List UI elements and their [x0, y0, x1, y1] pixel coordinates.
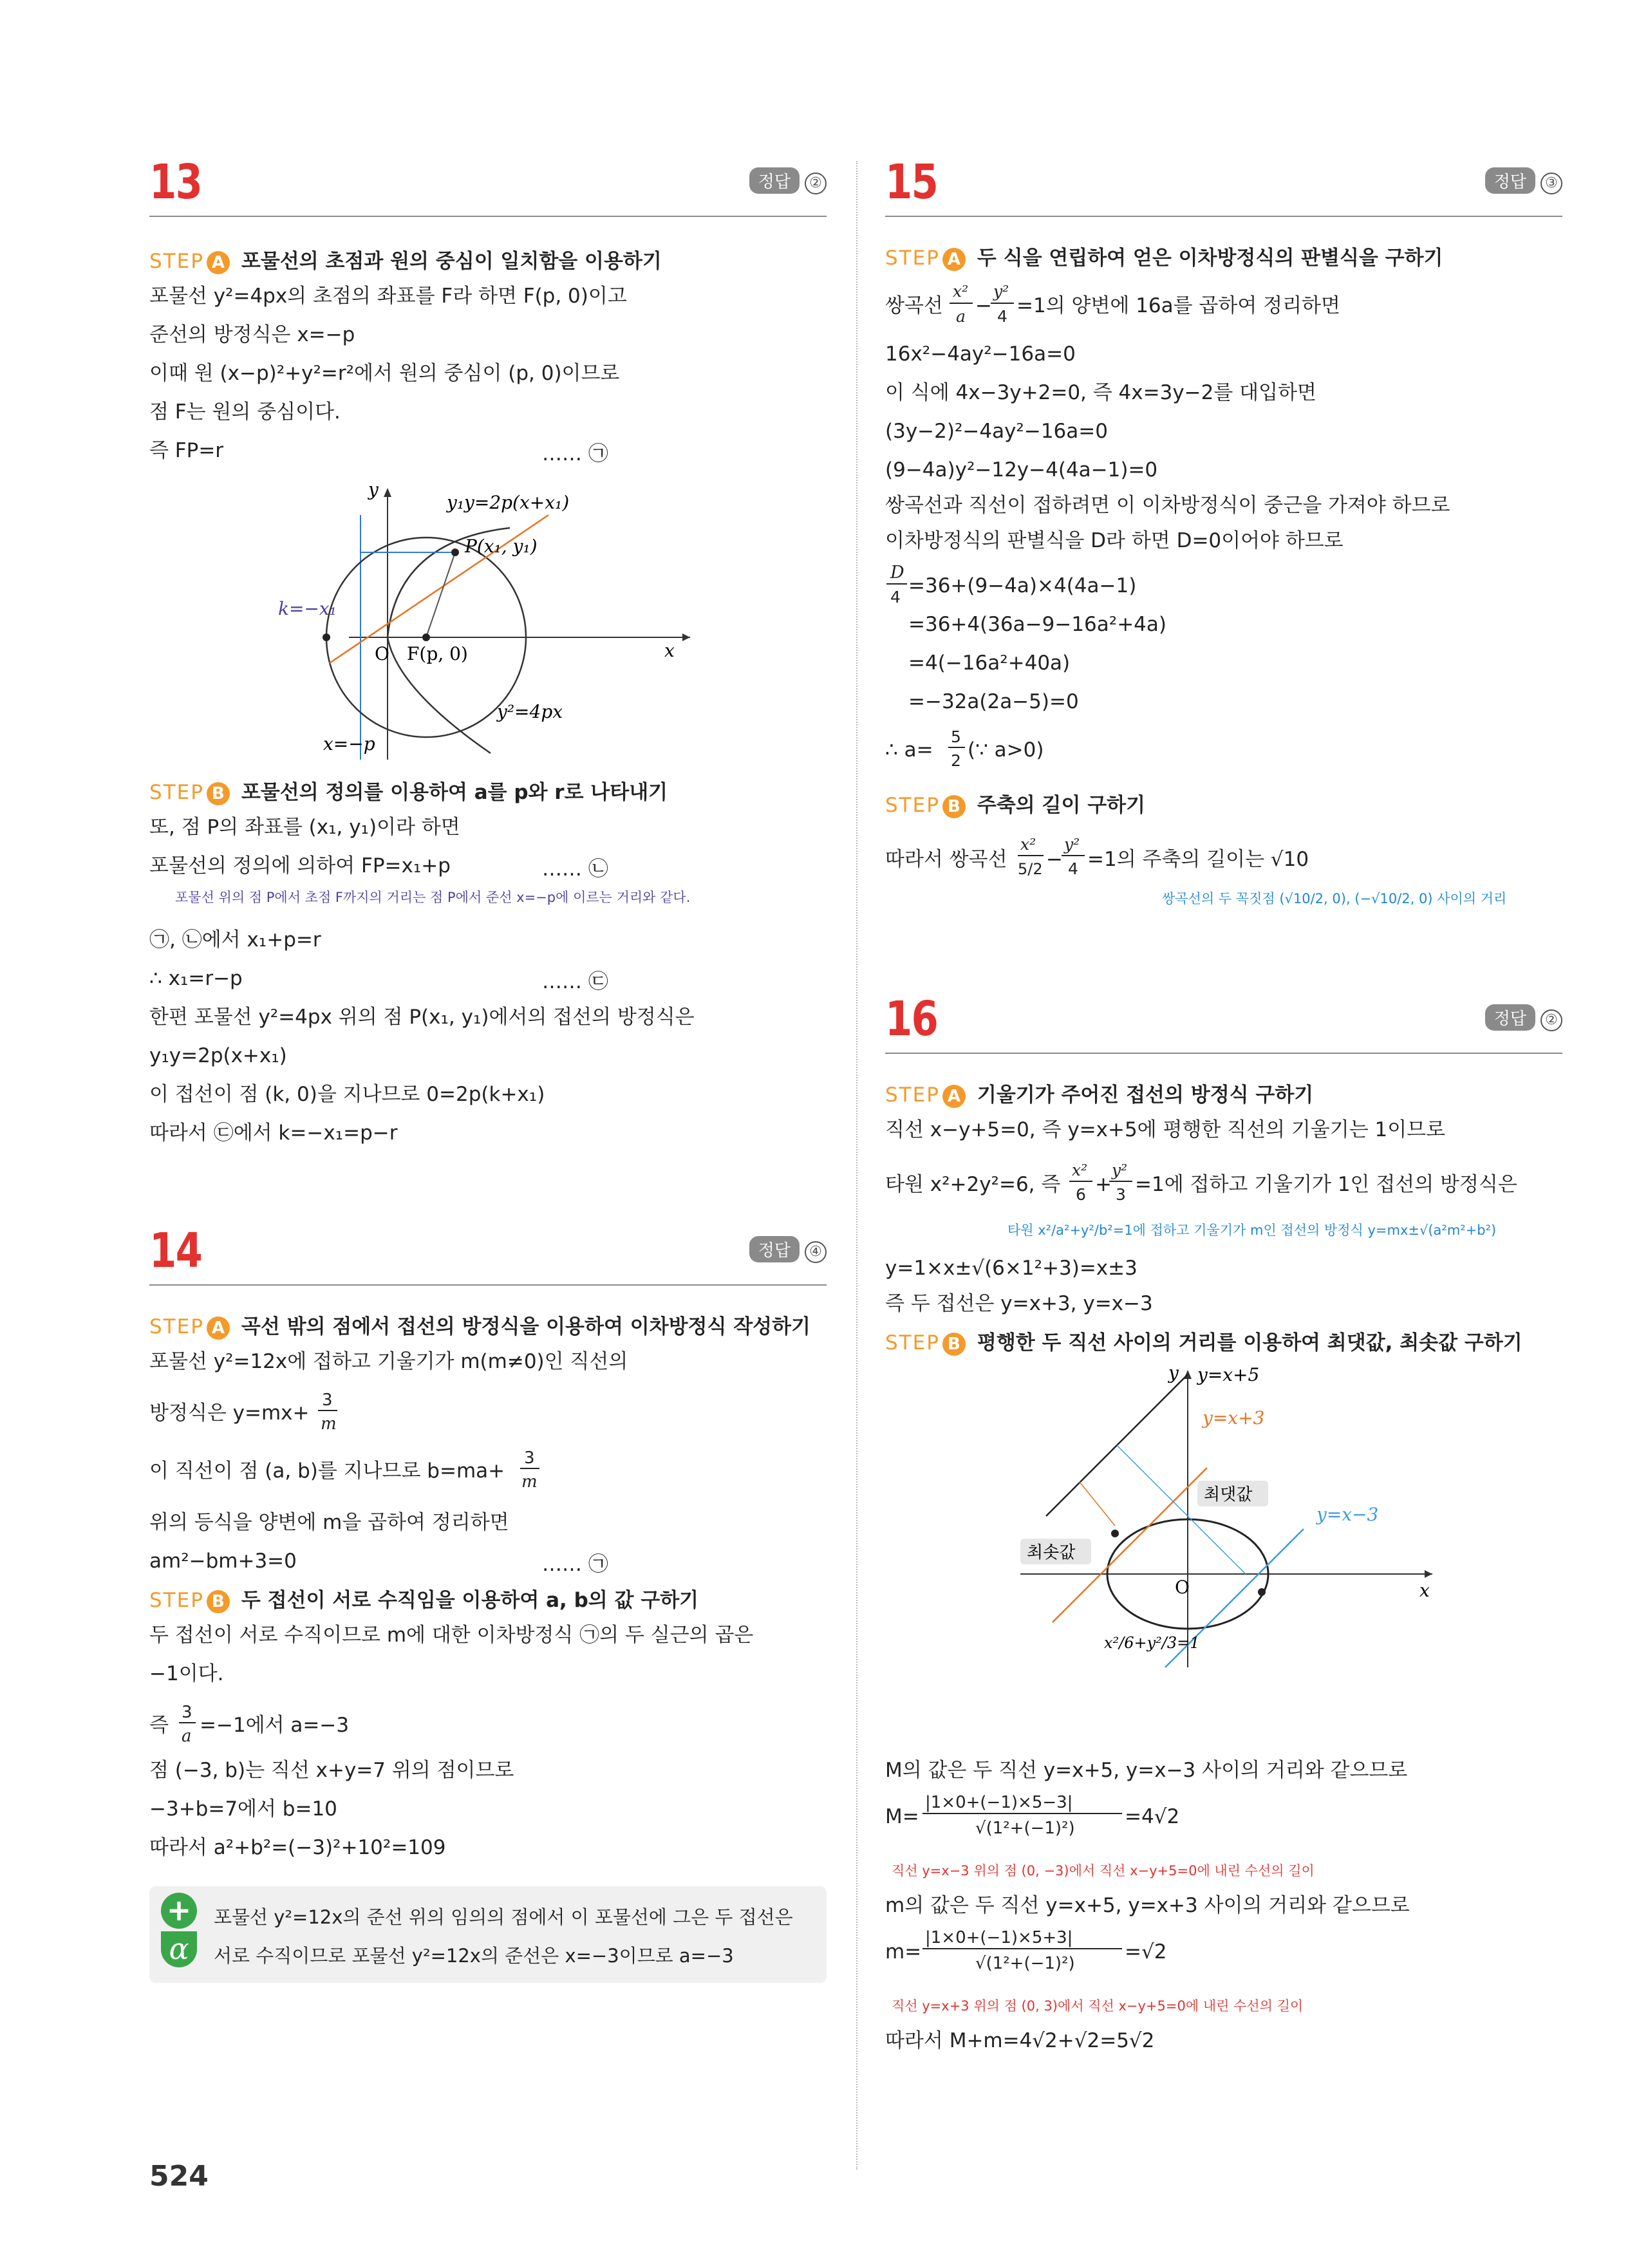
- step-a-heading: [149, 245, 662, 274]
- text-line: 16x²−4ay²−16a=0: [885, 342, 1076, 366]
- text-line: (9−4a)y²−12y−4(4a−1)=0: [885, 458, 1158, 482]
- alpha-icon: α: [161, 1931, 197, 1967]
- line2-label: y=x+3: [1203, 1407, 1265, 1429]
- equation-marker: …… ㉡: [542, 858, 608, 881]
- text-line: 이 식에 4x−3y+2=0, 즉 4x=3y−2를 대입하면: [885, 381, 1316, 404]
- tip-box: [149, 1886, 827, 1983]
- text-line: 이 접선이 점 (k, 0)을 지나므로 0=2p(k+x₁): [149, 1083, 545, 1106]
- max-label: 최댓값: [1204, 1485, 1253, 1504]
- fraction-numerator: x²: [953, 282, 969, 301]
- perpendicular-note: 직선 y=x−3 위의 점 (0, −3)에서 직선 x−y+5=0에 내린 수선의 길이: [892, 1863, 1315, 1879]
- step-word: STEP: [885, 247, 940, 270]
- text-line: 포물선 y²=12x에 접하고 기울기가 m(m≠0)인 직선의: [149, 1350, 628, 1373]
- text-line: =1에 접하고 기울기가 1인 접선의 방정식은: [1135, 1173, 1517, 1196]
- page-number: 524: [149, 2160, 209, 2193]
- step-a-heading: [885, 241, 1443, 271]
- text-line: −1이다.: [149, 1662, 224, 1685]
- text-line: ㉠, ㉡에서 x₁+p=r: [149, 928, 321, 951]
- problem-number: 16: [885, 991, 938, 1047]
- fraction-denominator: √(1²+(−1)²): [975, 1954, 1075, 1973]
- answer-tag: 정답: [749, 1236, 800, 1262]
- answer-tag: 정답: [749, 167, 800, 194]
- fraction-denominator: 4: [1068, 859, 1078, 878]
- fraction-numerator: y²: [1064, 835, 1080, 854]
- text-line: 한편 포물선 y²=4px 위의 점 P(x₁, y₁)에서의 접선의 방정식은: [149, 1006, 695, 1029]
- text-line: =1의 주축의 길이는 √10: [1087, 848, 1309, 871]
- plus-icon: +: [161, 1893, 197, 1929]
- text-line: =36+4(36a−9−16a²+4a): [908, 613, 1166, 636]
- x-axis-label: x: [664, 640, 675, 661]
- step-title: 평행한 두 직선 사이의 거리를 이용하여 최댓값, 최솟값 구하기: [977, 1331, 1522, 1354]
- y-axis-label: y: [368, 479, 379, 500]
- fraction-denominator: 3: [1116, 1185, 1126, 1204]
- equation-marker: …… ㉠: [542, 442, 608, 465]
- text-line: 이차방정식의 판별식을 D라 하면 D=0이어야 하므로: [885, 529, 1344, 552]
- step-letter: A: [942, 248, 966, 271]
- fraction-denominator: 4: [997, 307, 1007, 326]
- text-line: =4(−16a²+40a): [908, 651, 1071, 675]
- step-b-heading: [885, 789, 1145, 818]
- fraction-numerator: 3: [322, 1391, 333, 1410]
- text-line: 이때 원 (x−p)²+y²=r²에서 원의 중심이 (p, 0)이므로: [149, 362, 620, 385]
- step-title: 기울기가 주어진 접선의 방정식 구하기: [977, 1083, 1314, 1107]
- step-word: STEP: [149, 1589, 204, 1612]
- text-line: 쌍곡선: [885, 294, 943, 317]
- problem-number: 14: [149, 1223, 202, 1279]
- text-line: M=: [885, 1805, 919, 1828]
- point-p-label: P(x₁, y₁): [465, 536, 538, 557]
- directrix-label: x=−p: [323, 733, 375, 754]
- parabola-label: y²=4px: [497, 701, 563, 722]
- text-line: am²−bm+3=0: [149, 1550, 297, 1573]
- definition-note: 포물선 위의 점 P에서 초점 F까지의 거리는 점 P에서 준선 x=−p에 이르는 거리와 같다.: [175, 890, 691, 905]
- header-rule: [885, 1053, 1562, 1054]
- problem-number: 15: [885, 155, 938, 210]
- text-line: 즉 두 접선은 y=x+3, y=x−3: [885, 1292, 1153, 1315]
- answer-value: ②: [805, 173, 827, 194]
- text-line: 직선 x−y+5=0, 즉 y=x+5에 평행한 직선의 기울기는 1이므로: [885, 1118, 1446, 1141]
- text-line: 위의 등식을 양변에 m을 곱하여 정리하면: [149, 1511, 509, 1534]
- step-word: STEP: [885, 1331, 940, 1354]
- step-b-heading: [149, 1584, 698, 1613]
- step-word: STEP: [885, 1083, 940, 1107]
- step-title: 곡선 밖의 점에서 접선의 방정식을 이용하여 이차방정식 작성하기: [241, 1315, 810, 1338]
- focus-label: F(p, 0): [407, 643, 468, 664]
- minus-sign: −: [975, 294, 992, 317]
- tip-line: 서로 수직이므로 포물선 y²=12x의 준선은 x=−3이므로 a=−3: [214, 1945, 734, 1967]
- text-line: ∴ x₁=r−p: [149, 967, 243, 990]
- fraction-numerator: D: [890, 563, 904, 583]
- x-axis-arrow: [682, 633, 690, 641]
- answer-tag: 정답: [1485, 1004, 1535, 1031]
- fraction-denominator: 5/2: [1018, 860, 1043, 878]
- text-line: y=1×x±√(6×1²+3)=x±3: [885, 1257, 1138, 1280]
- header-rule: [149, 1284, 827, 1286]
- x-axis-arrow: [1425, 1570, 1432, 1578]
- point-p: [451, 548, 459, 556]
- text-line: 쌍곡선과 직선이 접하려면 이 이차방정식이 중근을 가져야 하므로: [885, 494, 1450, 517]
- step-title: 두 식을 연립하여 얻은 이차방정식의 판별식을 구하기: [977, 247, 1443, 270]
- header-rule: [885, 216, 1562, 217]
- text-line: 따라서 M+m=4√2+√2=5√2: [885, 2029, 1155, 2052]
- step-title: 주축의 길이 구하기: [977, 794, 1146, 817]
- tangent-formula-note: 타원 x²/a²+y²/b²=1에 접하고 기울기가 m인 접선의 방정식 y=mx±√(a²m²+b²): [1007, 1223, 1497, 1238]
- fraction-denominator: a: [956, 307, 966, 326]
- fraction-numerator: x²: [1072, 1161, 1088, 1179]
- y-axis-label: y: [1168, 1365, 1179, 1383]
- step-word: STEP: [149, 1315, 204, 1338]
- text-line: =4√2: [1125, 1805, 1180, 1828]
- point-f: [422, 633, 430, 641]
- text-line: (∵ a>0): [968, 738, 1044, 762]
- answer-badge: [1485, 167, 1562, 194]
- step-word: STEP: [149, 781, 204, 804]
- vertex-note: 쌍곡선의 두 꼭짓점 (√10/2, 0), (−√10/2, 0) 사이의 거리: [1162, 891, 1507, 906]
- step-a-heading: [149, 1310, 810, 1340]
- text-line: 포물선의 정의에 의하여 FP=x₁+p: [149, 854, 451, 877]
- step-letter: B: [942, 1333, 966, 1356]
- text-line: 또, 점 P의 좌표를 (x₁, y₁)이라 하면: [149, 816, 460, 839]
- text-line: =−1에서 a=−3: [200, 1714, 350, 1737]
- fraction-numerator: x²: [1020, 835, 1036, 854]
- equation-marker: …… ㉢: [542, 970, 608, 993]
- step-word: STEP: [149, 250, 204, 273]
- fraction-denominator: 2: [951, 751, 961, 770]
- step-letter: B: [942, 795, 966, 818]
- fraction-numerator: y²: [1112, 1161, 1128, 1179]
- text-line: 따라서 ㉢에서 k=−x₁=p−r: [149, 1121, 398, 1145]
- fraction-bar: [922, 1948, 1122, 1949]
- ellipse-tangent-figure: [1020, 1365, 1432, 1674]
- step-letter: B: [207, 1590, 230, 1613]
- step-b-heading: [149, 776, 668, 805]
- text-line: 즉 FP=r: [149, 439, 224, 462]
- equation-marker: …… ㉠: [542, 1553, 608, 1576]
- text-line: −3+b=7에서 b=10: [149, 1797, 337, 1821]
- text-line: 두 접선이 서로 수직이므로 m에 대한 이차방정식 ㉠의 두 실근의 곱은: [149, 1624, 754, 1647]
- min-label: 최솟값: [1027, 1543, 1076, 1562]
- ellipse-label: x²/6+y²/3=1: [1104, 1634, 1200, 1652]
- fraction-bar: [922, 1813, 1122, 1814]
- tangent-point-lower: [1258, 1588, 1266, 1596]
- step-a-heading: [885, 1078, 1313, 1108]
- answer-badge: [1485, 1004, 1562, 1031]
- tangent-point-upper: [1111, 1530, 1119, 1537]
- text-line: 점 (−3, b)는 직선 x+y=7 위의 점이므로: [149, 1759, 514, 1782]
- origin-label: O: [1175, 1577, 1190, 1598]
- text-line: 이 직선이 점 (a, b)를 지나므로 b=ma+: [149, 1459, 505, 1483]
- text-line: 즉: [149, 1714, 169, 1737]
- header-rule: [149, 216, 827, 217]
- max-distance-segment: [1117, 1445, 1246, 1574]
- text-line: 따라서 a²+b²=(−3)²+10²=109: [149, 1836, 446, 1859]
- tip-icon: [161, 1893, 197, 1966]
- plus-sign: +: [1095, 1173, 1112, 1196]
- line1-label: y=x+5: [1197, 1365, 1260, 1385]
- step-title: 포물선의 초점과 원의 중심이 일치함을 이용하기: [241, 250, 662, 273]
- y-axis-arrow: [384, 488, 391, 497]
- answer-badge: [749, 167, 827, 194]
- parabola-circle-figure: [278, 476, 690, 766]
- text-line: =1의 양변에 16a를 곱하여 정리하면: [1016, 294, 1340, 317]
- text-line: 따라서 쌍곡선: [885, 848, 1007, 871]
- text-line: y₁y=2p(x+x₁): [149, 1044, 287, 1067]
- text-line: (3y−2)²−4ay²−16a=0: [885, 420, 1108, 443]
- text-line: 포물선 y²=4px의 초점의 좌표를 F라 하면 F(p, 0)이고: [149, 285, 627, 308]
- text-line: =−32a(2a−5)=0: [908, 690, 1079, 713]
- text-line: 타원 x²+2y²=6, 즉: [885, 1173, 1061, 1196]
- fraction-numerator: |1×0+(−1)×5+3|: [925, 1928, 1073, 1947]
- problem-number: 13: [149, 155, 202, 210]
- step-letter: A: [207, 1317, 230, 1340]
- fraction-numerator: y²: [993, 282, 1009, 301]
- text-line: 준선의 방정식은 x=−p: [149, 323, 355, 346]
- fraction-numerator: |1×0+(−1)×5−3|: [925, 1793, 1073, 1812]
- tangent-label: y₁y=2p(x+x₁): [447, 492, 570, 513]
- x-axis-label: x: [1419, 1580, 1430, 1601]
- fraction-denominator: m: [321, 1414, 337, 1434]
- tip-line: 포물선 y²=12x의 준선 위의 임의의 점에서 이 포물선에 그은 두 접선은: [214, 1906, 793, 1928]
- perpendicular-note: 직선 y=x+3 위의 점 (0, 3)에서 직선 x−y+5=0에 내린 수선의 길이: [892, 1998, 1304, 2014]
- answer-badge: [749, 1236, 827, 1263]
- fraction-denominator: 4: [890, 588, 901, 606]
- text-line: =√2: [1125, 1940, 1167, 1963]
- fraction-denominator: √(1²+(−1)²): [975, 1819, 1075, 1838]
- fraction-numerator: 3: [524, 1448, 535, 1468]
- column-divider: [856, 161, 857, 2170]
- answer-value: ③: [1540, 173, 1562, 194]
- origin-label: O: [375, 643, 389, 664]
- step-title: 포물선의 정의를 이용하여 a를 p와 r로 나타내기: [241, 781, 668, 804]
- text-line: M의 값은 두 직선 y=x+5, y=x−3 사이의 거리와 같으므로: [885, 1759, 1408, 1782]
- min-distance-segment: [1080, 1482, 1115, 1526]
- answer-value: ④: [805, 1241, 827, 1263]
- k-label: k=−x₁: [278, 598, 337, 619]
- text-line: m의 값은 두 직선 y=x+5, y=x+3 사이의 거리와 같으므로: [885, 1894, 1410, 1917]
- fraction-numerator: 3: [182, 1703, 192, 1722]
- text-line: 점 F는 원의 중심이다.: [149, 400, 341, 424]
- fraction-denominator: m: [521, 1472, 538, 1492]
- text-line: 방정식은 y=mx+: [149, 1401, 310, 1425]
- answer-tag: 정답: [1485, 167, 1535, 194]
- answer-value: ②: [1540, 1009, 1562, 1031]
- step-letter: B: [207, 782, 230, 805]
- point-k: [323, 633, 330, 641]
- line3-label: y=x−3: [1316, 1504, 1379, 1525]
- fraction-numerator: 5: [951, 727, 961, 746]
- text-line: =36+(9−4a)×4(4a−1): [908, 574, 1137, 597]
- fraction-denominator: 6: [1076, 1185, 1086, 1204]
- step-b-heading: [885, 1326, 1522, 1356]
- step-letter: A: [942, 1085, 966, 1108]
- step-title: 두 접선이 서로 수직임을 이용하여 a, b의 값 구하기: [241, 1589, 699, 1612]
- text-line: ∴ a=: [885, 738, 933, 762]
- fraction-denominator: a: [182, 1727, 192, 1746]
- step-letter: A: [207, 251, 230, 274]
- text-line: m=: [885, 1940, 922, 1963]
- minus-sign: −: [1046, 848, 1063, 871]
- step-word: STEP: [885, 794, 940, 817]
